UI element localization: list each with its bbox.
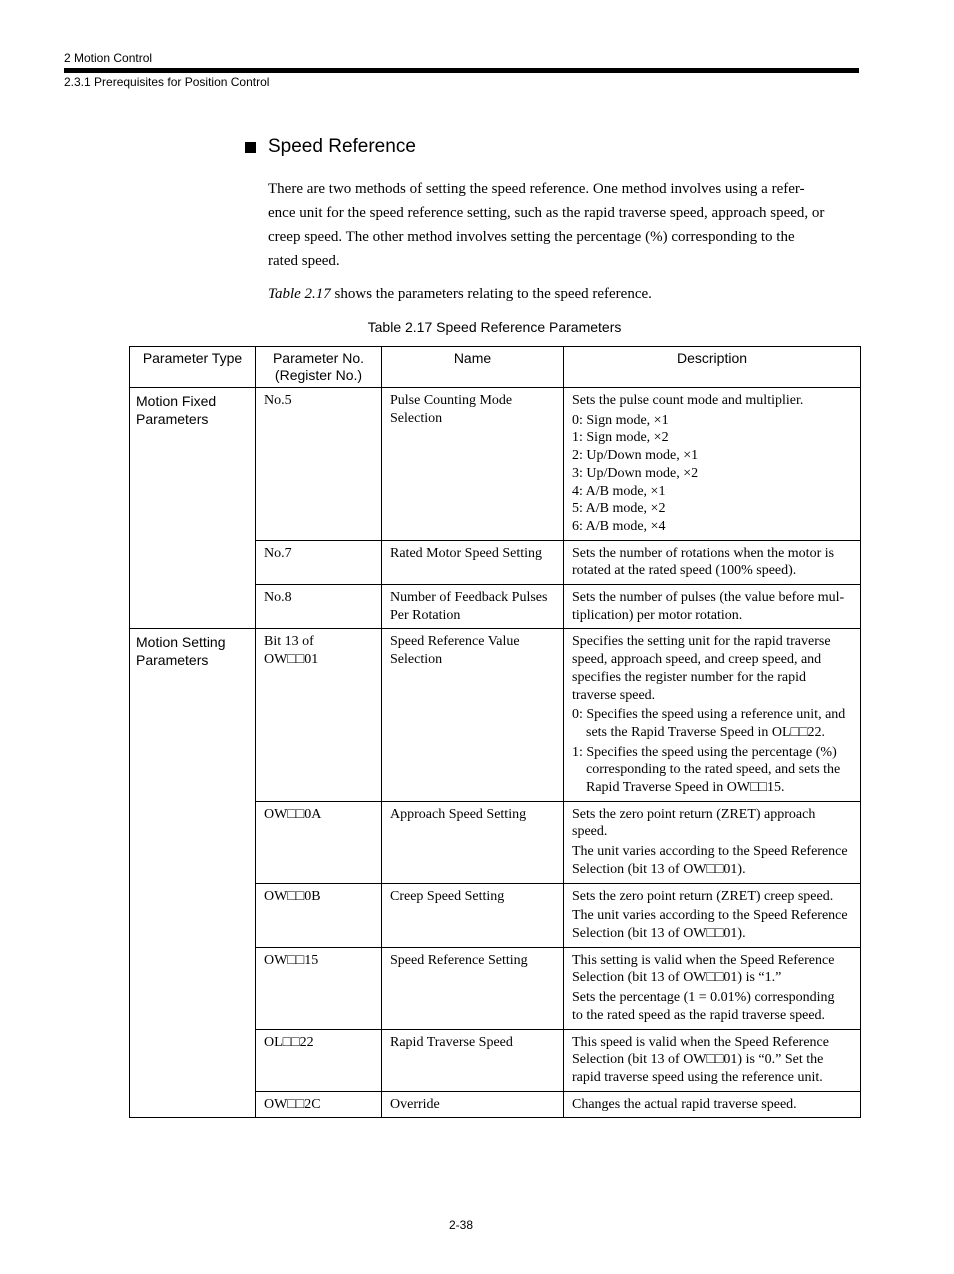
description-cell <box>564 1029 861 1091</box>
description-cell <box>564 1091 861 1118</box>
parameter-no-cell <box>256 801 382 883</box>
name-line: Selection <box>390 410 443 426</box>
description-cell <box>564 585 861 629</box>
paragraph-line: creep speed. The other method involves setting the percentage (%) corresponding to the <box>268 229 795 245</box>
parameter-no-cell <box>256 883 382 947</box>
name-line: Creep Speed Setting <box>390 888 505 904</box>
description-line: 0: Sign mode, ×1 <box>572 412 669 428</box>
description-line: to the rated speed as the rapid traverse speed. <box>572 1007 826 1023</box>
description-line: 5: A/B mode, ×2 <box>572 501 666 517</box>
name-line: Approach Speed Setting <box>390 806 527 822</box>
parameter-no-cell <box>256 629 382 801</box>
table-reference-paragraph <box>268 282 860 306</box>
paragraph-line: rated speed. <box>268 253 340 269</box>
parameter-no: OW□□0A <box>264 806 322 822</box>
name-line: Speed Reference Setting <box>390 952 528 968</box>
parameter-no: No.7 <box>264 545 292 561</box>
table-reference-link: Table 2.17 <box>268 286 331 302</box>
parameter-no-cell <box>256 1091 382 1118</box>
name-cell <box>382 801 564 883</box>
table-row <box>130 629 861 801</box>
parameter-no-cell <box>256 585 382 629</box>
description-cell <box>564 540 861 584</box>
description-line: The unit varies according to the Speed Reference <box>572 908 848 924</box>
name-cell <box>382 1029 564 1091</box>
description-line: 6: A/B mode, ×4 <box>572 518 666 534</box>
name-cell <box>382 540 564 584</box>
parameter-type-cell <box>130 629 256 1118</box>
name-cell <box>382 388 564 541</box>
description-line: This speed is valid when the Speed Reference <box>572 1034 829 1050</box>
name-line: Override <box>390 1096 440 1112</box>
description-line: 4: A/B mode, ×1 <box>572 483 666 499</box>
table-caption: Table 2.17 Speed Reference Parameters <box>367 319 622 335</box>
parameter-no-cell <box>256 947 382 1029</box>
paragraph-line: There are two methods of setting the speed reference. One method involves using a refer- <box>268 181 805 197</box>
description-line: Changes the actual rapid traverse speed. <box>572 1096 797 1112</box>
header-parameter-no <box>256 347 382 388</box>
header-parameter-no-line: Parameter No. <box>272 350 365 366</box>
description-line: Sets the percentage (1 = 0.01%) corresponding <box>572 990 835 1006</box>
description-list-item: 0: Specifies the speed using a reference unit, and sets the Rapid Traverse Speed in OL□□22. <box>572 707 846 740</box>
parameter-no: OW□□15 <box>264 952 319 968</box>
parameter-no-cell <box>256 388 382 541</box>
description-line: Selection (bit 13 of OW□□01) is “1.” <box>572 970 782 986</box>
description-line: The unit varies according to the Speed Reference <box>572 844 848 860</box>
page-number: 2-38 <box>449 1218 474 1232</box>
parameter-no: OW□□2C <box>264 1096 321 1112</box>
description-line: This setting is valid when the Speed Reference <box>572 952 835 968</box>
description-line: Selection (bit 13 of OW□□01). <box>572 925 746 941</box>
header-name: Name <box>382 347 564 388</box>
parameter-no-cell <box>256 540 382 584</box>
header-parameter-type: Parameter Type <box>130 347 256 388</box>
name-cell <box>382 883 564 947</box>
name-line: Rapid Traverse Speed <box>390 1034 513 1050</box>
description-line: traverse speed. <box>572 687 656 703</box>
parameter-no: No.5 <box>264 393 292 408</box>
parameter-no: No.8 <box>264 590 292 606</box>
description-line: speed, approach speed, and creep speed, and <box>572 652 822 668</box>
description-list-item: 1: Specifies the speed using the percentage (%) corresponding to the rated speed, and sets the Rapid Traverse Speed in OW□□15. <box>572 744 841 796</box>
section-heading-text: Speed Reference <box>268 136 416 157</box>
name-line: Selection <box>390 652 443 668</box>
description-line: 1: Sign mode, ×2 <box>572 430 669 446</box>
parameter-type-cell <box>130 388 256 629</box>
description-line: speed. <box>572 824 608 840</box>
parameter-table <box>129 346 861 1118</box>
description-line: Specifies the setting unit for the rapid traverse <box>572 634 831 650</box>
parameter-no-cell <box>256 1029 382 1091</box>
running-header-chapter: 2 Motion Control <box>64 51 153 65</box>
table-header-row <box>130 347 861 388</box>
parameter-type-line: Parameters <box>136 411 209 427</box>
description-line: rapid traverse speed using the reference unit. <box>572 1069 823 1085</box>
parameter-type-line: Parameters <box>136 652 209 669</box>
name-cell <box>382 585 564 629</box>
description-line: Sets the zero point return (ZRET) approach <box>572 806 816 822</box>
parameter-type-line: Motion Setting <box>136 634 226 651</box>
description-line: 3: Up/Down mode, ×2 <box>572 465 699 481</box>
description-cell <box>564 883 861 947</box>
parameter-type-line: Motion Fixed <box>136 393 217 409</box>
table-reference-text: shows the parameters relating to the speed reference. <box>330 286 652 302</box>
name-line: Pulse Counting Mode <box>390 393 513 408</box>
parameter-no: OW□□0B <box>264 888 321 904</box>
table-row <box>130 388 861 541</box>
description-cell <box>564 801 861 883</box>
description-line: rotated at the rated speed (100% speed). <box>572 563 797 579</box>
body-text <box>268 177 860 306</box>
paragraph-line: ence unit for the speed reference setting, such as the rapid traverse speed, approach speed, or <box>268 205 825 221</box>
name-line: Rated Motor Speed Setting <box>390 545 543 561</box>
running-header-section: 2.3.1 Prerequisites for Position Control <box>64 75 270 89</box>
description-line: specifies the register number for the rapid <box>572 669 807 685</box>
name-cell <box>382 1091 564 1118</box>
parameter-no: OW□□01 <box>264 652 319 668</box>
header-register-no-line: (Register No.) <box>274 367 363 383</box>
description-line: Sets the zero point return (ZRET) creep speed. <box>572 888 834 904</box>
description-line: Sets the pulse count mode and multiplier. <box>572 393 804 408</box>
name-line: Per Rotation <box>390 607 461 623</box>
description-line: Sets the number of pulses (the value before mul- <box>572 590 845 606</box>
name-line: Number of Feedback Pulses <box>390 590 548 606</box>
parameter-no: Bit 13 of <box>264 634 314 650</box>
square-bullet-icon <box>245 142 256 153</box>
description-cell <box>564 947 861 1029</box>
section-heading <box>245 136 416 158</box>
description-line: Selection (bit 13 of OW□□01) is “0.” Set the <box>572 1052 824 1068</box>
name-cell <box>382 629 564 801</box>
description-line: Selection (bit 13 of OW□□01). <box>572 861 746 877</box>
description-cell <box>564 629 861 801</box>
name-line: Speed Reference Value <box>390 634 520 650</box>
intro-paragraph <box>268 177 860 273</box>
name-cell <box>382 947 564 1029</box>
description-line: 2: Up/Down mode, ×1 <box>572 448 699 464</box>
header-description: Description <box>564 347 861 388</box>
header-rule <box>64 68 859 73</box>
description-line: Sets the number of rotations when the motor is <box>572 545 835 561</box>
description-line: tiplication) per motor rotation. <box>572 607 743 623</box>
description-cell <box>564 388 861 541</box>
parameter-no: OL□□22 <box>264 1034 314 1050</box>
